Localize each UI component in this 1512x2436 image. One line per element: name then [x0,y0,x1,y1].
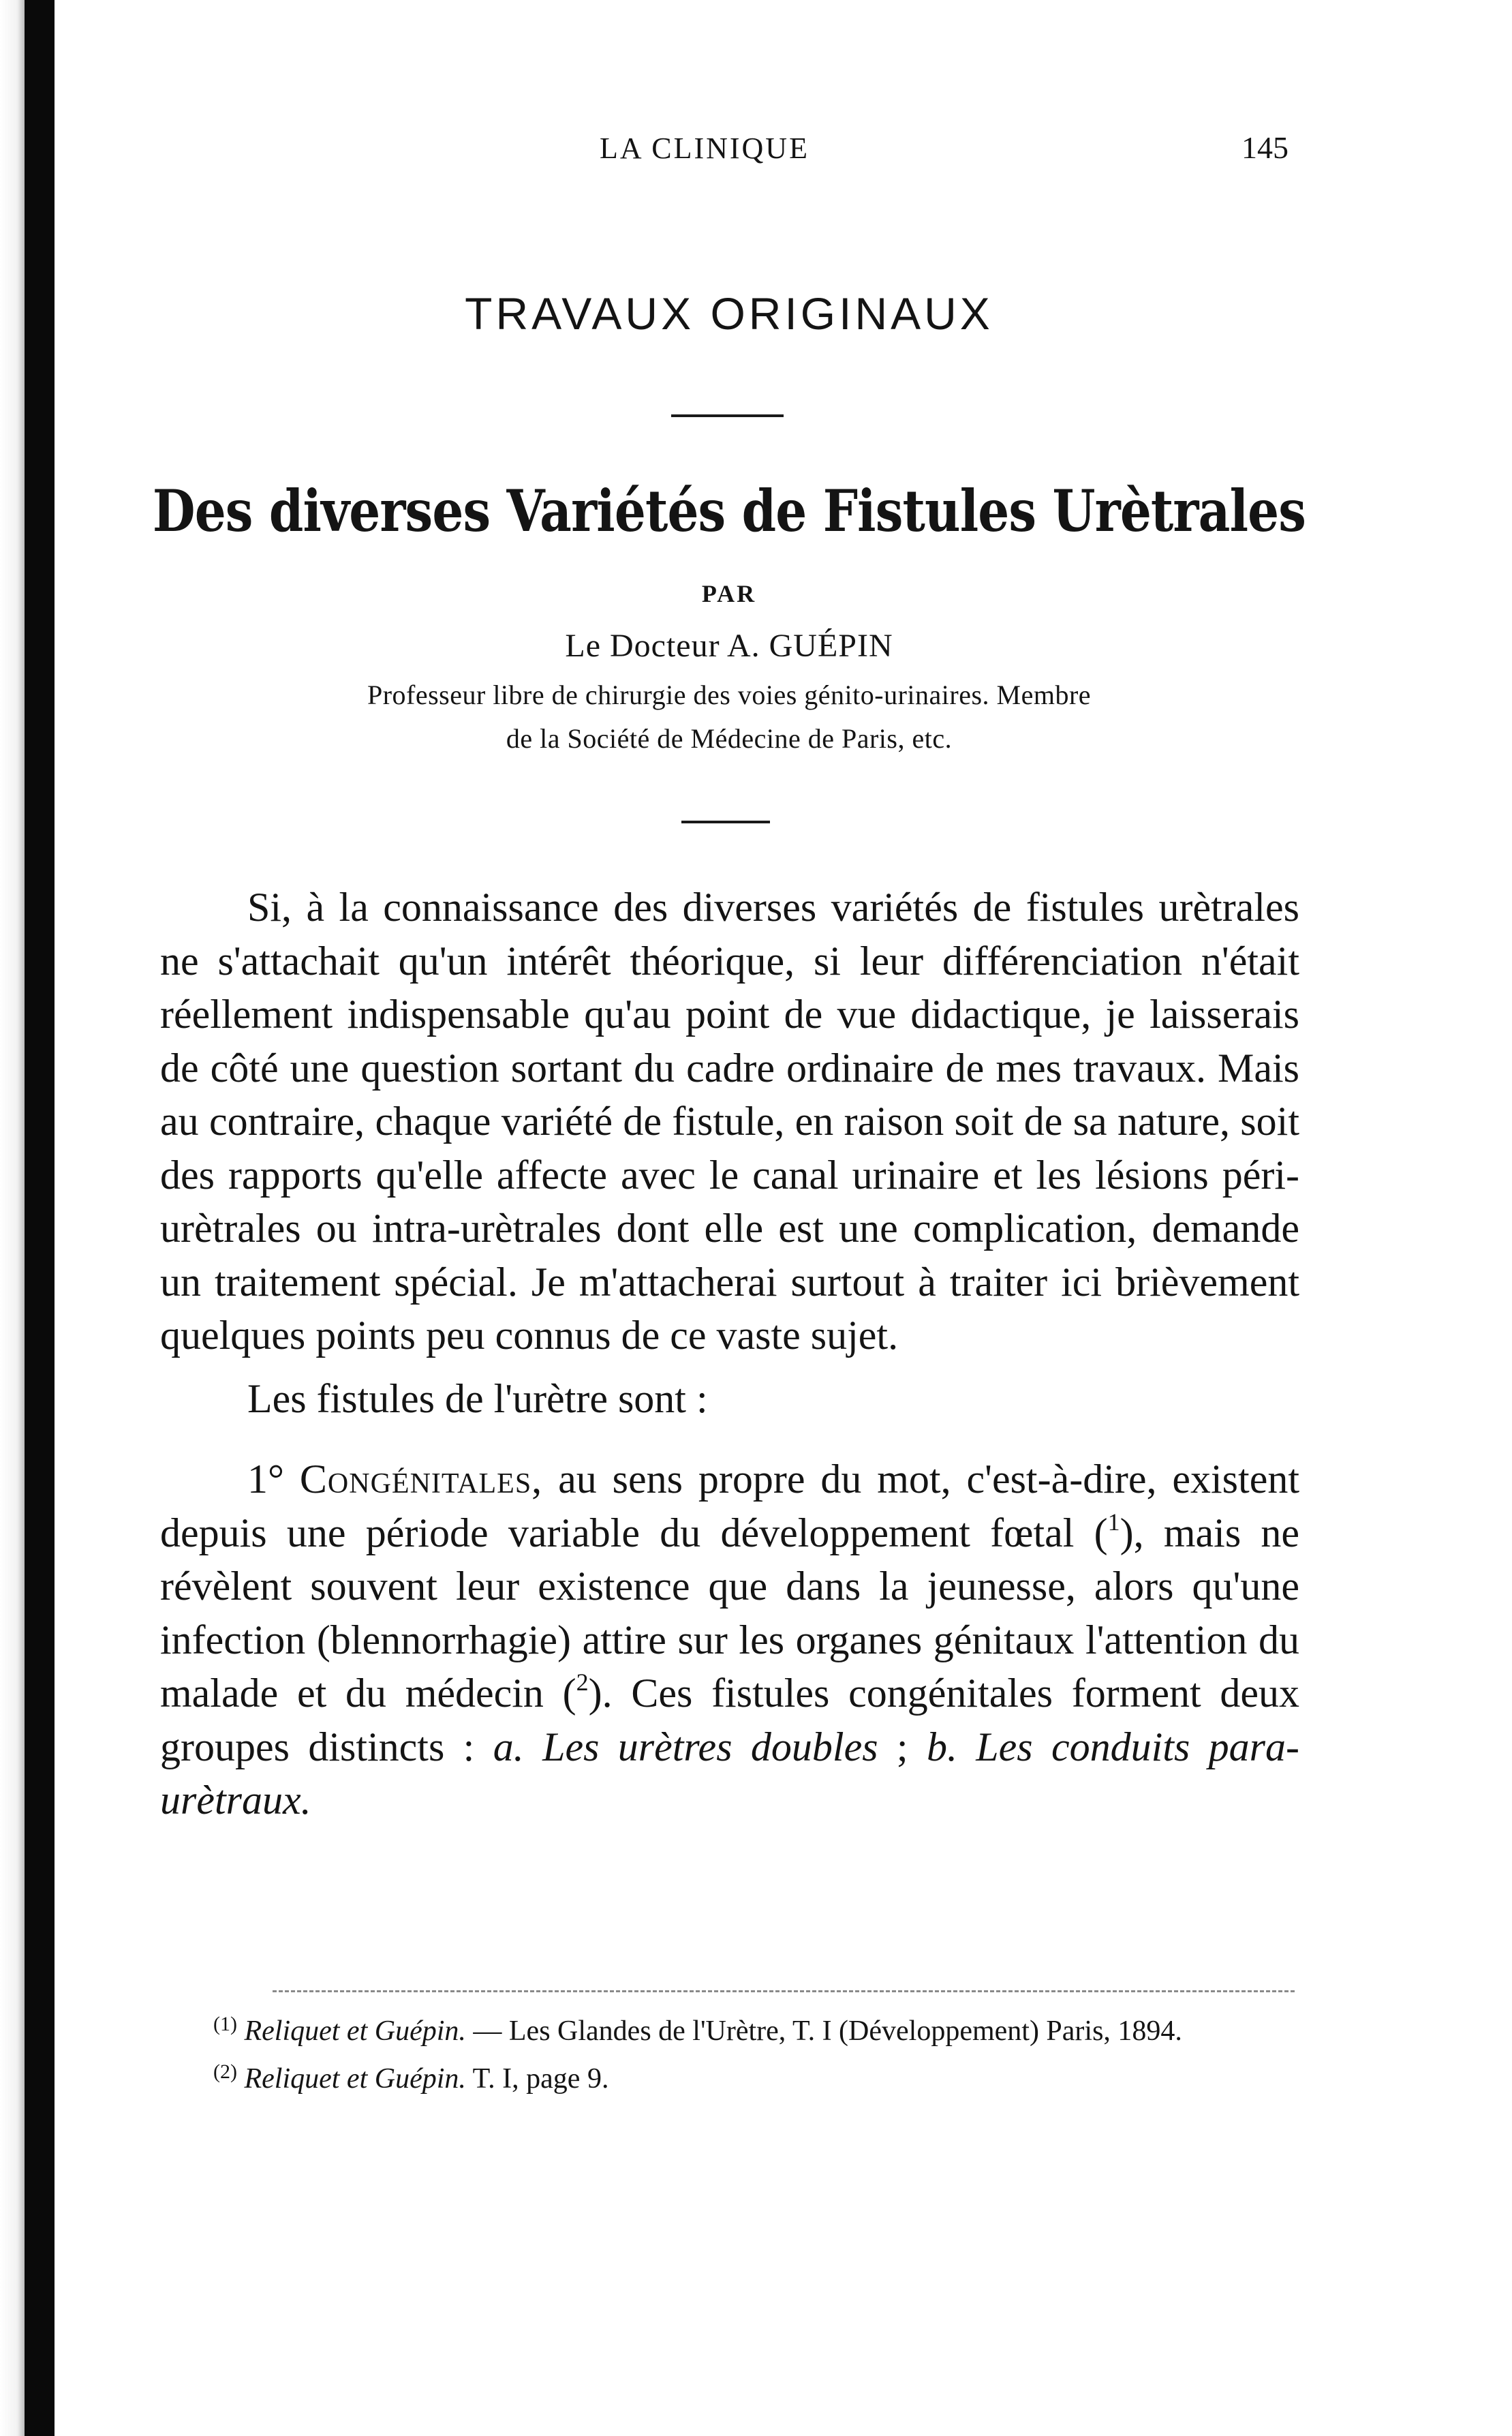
footnote-2-authors: Reliquet et Guépin. [244,2063,466,2095]
item-b-label: b. [926,1724,957,1769]
list-heading: Congénitales, [299,1457,543,1502]
item-separator: ; [878,1724,927,1769]
footnote-2 [160,2058,1299,2099]
author-affiliation-line2: de la Société de Médecine de Paris, etc. [506,723,953,754]
footnote-separator [273,1990,1295,1992]
author-affiliation-line1: Professeur libre de chirurgie des voies génito-urinaires. Membre [367,680,1092,710]
footnotes [160,2011,1299,2099]
footnote-ref-1[interactable]: 1 [1107,1508,1120,1536]
item-a-label: a. [493,1724,524,1769]
footnote-1-marker: (1) [213,2013,237,2035]
section-title: TRAVAUX ORIGINAUX [465,288,993,339]
paragraph3-text-c: ). Ces fistules congénitales forment deux groupes distincts : [160,1671,1299,1769]
footnote-1 [160,2011,1299,2052]
footnote-1-text: — Les Glandes de l'Urètre, T. I (Développement) Paris, 1894. [465,2015,1182,2047]
body-paragraph-1: Si, à la connaissance des diverses variétés de fistules urètrales ne s'attachait qu'un intérêt théorique, si leur différenciation n'était réellement indispensable qu'au point de vue didactique, je laisserais de côté une question sortant du cadre ordinaire de mes travaux. Mais au contraire, chaque variété de fistule, en raison soit de sa nature, soit des rapports qu'elle affecte avec le canal urinaire et les lésions péri-urètrales ou intra-urètrales dont elle est une complication, demande un traitement spécial. Je m'attacherai surtout à traiter ici brièvement quelques points peu connus de ce vaste sujet. [160,885,1299,1358]
list-number: 1° [247,1457,284,1502]
title-divider [671,414,784,417]
body-paragraph-3 [160,1452,1299,1827]
running-head: LA CLINIQUE [600,132,809,165]
scan-binding-edge [25,0,55,2436]
item-a-text: Les urètres doubles [542,1724,878,1769]
article-body [160,881,1299,1827]
page-number: 145 [1241,130,1289,165]
scan-edge-shadow [0,0,25,2436]
footnote-2-text: T. I, page 9. [465,2063,609,2095]
author-name: Le Docteur A. GUÉPIN [565,628,893,664]
article-title: Des diverses Variétés de Fistules Urètrales [152,477,1306,545]
footnote-ref-2[interactable]: 2 [576,1669,589,1696]
byline-par: PAR [701,580,757,607]
body-paragraph-2: Les fistules de l'urètre sont : [247,1375,708,1421]
byline-divider [681,821,770,823]
paragraph3-text-a: au sens propre du mot, c'est-à-dire, existent depuis une période variable du développement fœtal ( [160,1457,1299,1555]
footnote-1-authors: Reliquet et Guépin. [244,2015,466,2047]
item-b-text: Les conduits para-urètraux. [160,1724,1300,1823]
paragraph3-text-b: ), mais ne révèlent souvent leur existence que dans la jeunesse, alors qu'une infection (blennorrhagie) attire sur les organes génitaux l'attention du malade et du médecin ( [160,1510,1300,1716]
footnote-2-marker: (2) [213,2060,237,2083]
